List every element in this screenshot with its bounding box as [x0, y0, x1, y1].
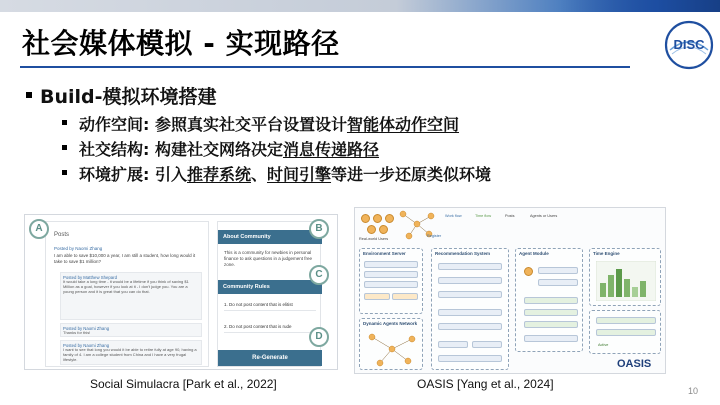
social-simulacra-figure [24, 214, 338, 370]
user-table-row [364, 271, 418, 278]
sub-bullet-text: 环境扩展: 引入 [79, 165, 187, 184]
user-table-row [364, 261, 418, 268]
sub-bullet-text: 动作空间: 参照真实社交平台设置设计 [79, 115, 347, 134]
trace-chip [364, 293, 390, 300]
bullet-mark [62, 145, 67, 150]
caption-social-simulacra: Social Simulacra [Park et al., 2022] [90, 377, 277, 391]
rec-step [438, 277, 502, 284]
user-avatar-icon [385, 214, 394, 223]
rec-step [472, 341, 502, 348]
about-community-bar: About Community [218, 230, 322, 244]
post-chip [392, 293, 418, 300]
action-chip [524, 297, 578, 304]
sub-bullet-underlined: 推荐系统 [186, 165, 251, 184]
reply-author: Posted by Matthew Shepard [63, 275, 117, 280]
schedule-row [596, 317, 656, 324]
badge-d: D [309, 327, 329, 347]
sub-bullet-underlined: 智能体动作空间 [346, 115, 459, 134]
disc-logo-icon [664, 20, 714, 70]
user-table-row [364, 281, 418, 288]
posts-title: Posts [54, 232, 70, 238]
main-bullet [26, 82, 217, 109]
memory-chip [538, 279, 578, 286]
schedule-row [596, 329, 656, 336]
dynamic-network-title: Dynamic Agents Network [363, 321, 418, 326]
user-avatar-icon [379, 225, 388, 234]
sub-bullet-text: 社交结构: 构建社交网络决定 [79, 140, 283, 159]
user-avatar-icon [367, 225, 376, 234]
sub-bullet-underlined: 消息传递路径 [282, 140, 379, 159]
work-flow-label: Work flow [445, 214, 462, 218]
community-rules-bar: Community Rules [218, 280, 322, 294]
slide-title: 社会媒体模拟 - 实现路径 [22, 27, 340, 60]
time-engine-box [589, 248, 661, 306]
community-rule: 1. Do not post content that is elitist [224, 302, 316, 311]
sub-bullet-action-space [62, 112, 459, 135]
recommendation-system-box [431, 248, 509, 370]
oasis-brand-text: OASIS [617, 358, 652, 370]
rec-step [438, 323, 502, 330]
community-panel [217, 221, 321, 367]
about-community-text: This is a community for newbies in personal finance to ask questions in a judgement free zone. [224, 250, 313, 267]
badge-a: A [29, 219, 49, 239]
user-avatar-icon [373, 214, 382, 223]
action-chip [524, 309, 578, 316]
user-avatar-icon [361, 214, 370, 223]
reply-card [60, 323, 202, 337]
reply-text: It would take a long time - it would be a lifetime if you think of saving $1 Million as a goal, however if you look at it - I don't judge you. You are a young person and it is great that you can do that. [63, 279, 189, 294]
memory-chip [538, 267, 578, 274]
reply-author: Posted by Naomi Zhang [63, 326, 110, 331]
post-author: Posted by Naomi Zhang [54, 246, 103, 251]
badge-c: C [309, 265, 329, 285]
title-underline [20, 66, 630, 68]
rec-step [438, 309, 502, 316]
active-label: Active [598, 343, 609, 347]
time-schedule-box [589, 310, 661, 354]
agent-icon [524, 267, 533, 276]
rec-step [438, 355, 502, 362]
regenerate-button: Re-Generate [218, 350, 322, 366]
sub-bullet-suffix: 等进一步还原类似环境 [331, 165, 492, 184]
caption-oasis: OASIS [Yang et al., 2024] [417, 377, 554, 391]
environment-server-title: Environment Server [363, 251, 406, 256]
reply-text: Thanks for this! [63, 330, 91, 336]
bullet-mark [26, 92, 32, 98]
bullet-mark [62, 170, 67, 175]
time-activity-chart-icon [596, 261, 656, 301]
action-chip [524, 321, 578, 328]
rec-step [438, 291, 502, 298]
time-flow-label: Time flow [475, 214, 492, 218]
top-decor-band-accent [560, 0, 720, 12]
agent-module-box [515, 248, 583, 352]
rec-step [438, 341, 468, 348]
time-engine-title: Time Engine [593, 251, 620, 256]
reply-text: I want to see that long you would it be able to retire fully at age 90, having a family of 4. I am a college student from China and I have a very frugal lifestyle. [63, 347, 197, 362]
recommendation-system-title: Recommendation System [435, 251, 491, 256]
reply-card [60, 340, 202, 365]
agents-users-label: Agents or Users [530, 214, 558, 218]
sub-bullet-separator: 、 [251, 165, 268, 184]
rec-step [438, 263, 502, 270]
register-label: Register [427, 234, 442, 238]
logo-text: DISC [673, 37, 705, 52]
post-text: I am able to save $10,000 a year, I am still a student, how long would it take to save $1 million? [54, 253, 196, 264]
sub-bullet-social-structure [62, 137, 379, 160]
sub-bullet-env-extension [62, 162, 491, 185]
reply-author: Posted by Naomi Zhang [63, 343, 110, 348]
badge-b: B [309, 219, 329, 239]
sub-bullet-underlined-2: 时间引擎 [267, 165, 332, 184]
reply-card [60, 272, 202, 320]
community-rule: 2. Do not post content that is rude [224, 324, 316, 333]
oasis-figure [354, 207, 666, 374]
llm-chip [524, 335, 578, 342]
posts-panel [45, 221, 209, 367]
posts-label: Posts [505, 214, 515, 218]
page-number: 10 [688, 386, 699, 396]
dynamic-network-box [359, 318, 423, 370]
real-users-label: Real-world Users [359, 237, 389, 241]
agent-network-graph-icon [366, 331, 418, 367]
environment-server-box [359, 248, 423, 314]
bullet-mark [62, 120, 67, 125]
agent-module-title: Agent Module [519, 251, 549, 256]
main-bullet-text: Build-模拟环境搭建 [40, 86, 217, 108]
